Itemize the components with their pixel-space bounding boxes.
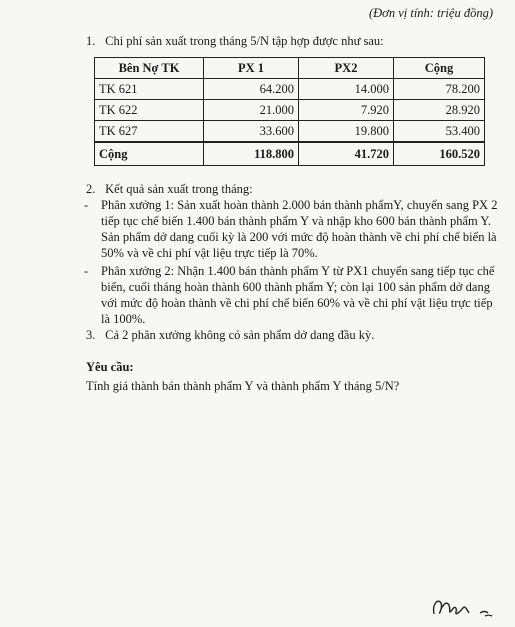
cell-total: 53.400: [394, 121, 485, 143]
table-total-row: [95, 142, 485, 166]
total-sum: 160.520: [394, 142, 485, 166]
item-3-number: 3.: [86, 328, 96, 342]
cell-px1: 21.000: [204, 100, 299, 121]
px1-line-3: Sản phẩm dở dang cuối kỳ là 200 với mức độ hoàn thành về chi phí chế biến là: [101, 230, 497, 244]
requirement-heading: Yêu cầu:: [86, 360, 134, 374]
table-row: [95, 79, 485, 100]
cell-account: TK 627: [95, 121, 204, 143]
header-total: Cộng: [394, 58, 485, 79]
unit-note: (Đơn vị tính: triệu đồng): [368, 6, 493, 20]
table-header-row: [95, 58, 485, 79]
px1-line-1: Phân xưởng 1: Sản xuất hoàn thành 2.000 bán thành phẩmY, chuyển sang PX 2: [101, 198, 498, 212]
item-2-text: Kết quả sản xuất trong tháng:: [105, 182, 253, 196]
handwritten-signature: [430, 594, 500, 620]
cell-total: 28.920: [394, 100, 485, 121]
px1-line-4: 50% và về chi phí vật liệu trực tiếp là 70%.: [101, 246, 318, 260]
table-row: [95, 100, 485, 121]
px2-line-3: với mức độ hoàn thành về chi phí chế biến 60% và về chi phí vật liệu trực tiếp: [101, 296, 493, 310]
item-1-text: Chi phí sản xuất trong tháng 5/N tập hợp được như sau:: [105, 34, 384, 48]
cell-account: TK 621: [95, 79, 204, 100]
cell-px1: 64.200: [204, 79, 299, 100]
px2-bullet: -: [84, 264, 89, 278]
total-px1: 118.800: [204, 142, 299, 166]
cell-px2: 19.800: [299, 121, 394, 143]
px2-line-1: Phân xưởng 2: Nhận 1.400 bán thành phẩm Y từ PX1 chuyển sang tiếp tục chế: [101, 264, 495, 278]
cell-account: TK 622: [95, 100, 204, 121]
px1-line-2: tiếp tục chế biến 1.400 bán thành phẩm Y và nhập kho 600 bán thành phẩm Y.: [101, 214, 491, 228]
cell-px2: 7.920: [299, 100, 394, 121]
item-2: [86, 182, 253, 197]
px2-line-4: là 100%.: [101, 312, 146, 326]
cost-table: [94, 57, 485, 166]
item-3-text: Cả 2 phân xưởng không có sản phẩm dở dang đầu kỳ.: [105, 328, 375, 342]
table-row: [95, 121, 485, 143]
total-label: Cộng: [95, 142, 204, 166]
item-3: [86, 328, 374, 343]
cell-total: 78.200: [394, 79, 485, 100]
requirement-text: Tính giá thành bán thành phẩm Y và thành phẩm Y tháng 5/N?: [86, 379, 400, 393]
header-account: Bên Nợ TK: [95, 58, 204, 79]
cell-px1: 33.600: [204, 121, 299, 143]
item-2-number: 2.: [86, 182, 96, 196]
header-px2: PX2: [299, 58, 394, 79]
cell-px2: 14.000: [299, 79, 394, 100]
px2-line-2: biến, cuối tháng hoàn thành 600 thành phẩm Y; còn lại 100 sản phẩm dở dang: [101, 280, 490, 294]
total-px2: 41.720: [299, 142, 394, 166]
item-1: [86, 34, 384, 49]
header-px1: PX 1: [204, 58, 299, 79]
px1-bullet: -: [84, 198, 89, 212]
item-1-number: 1.: [86, 34, 96, 48]
